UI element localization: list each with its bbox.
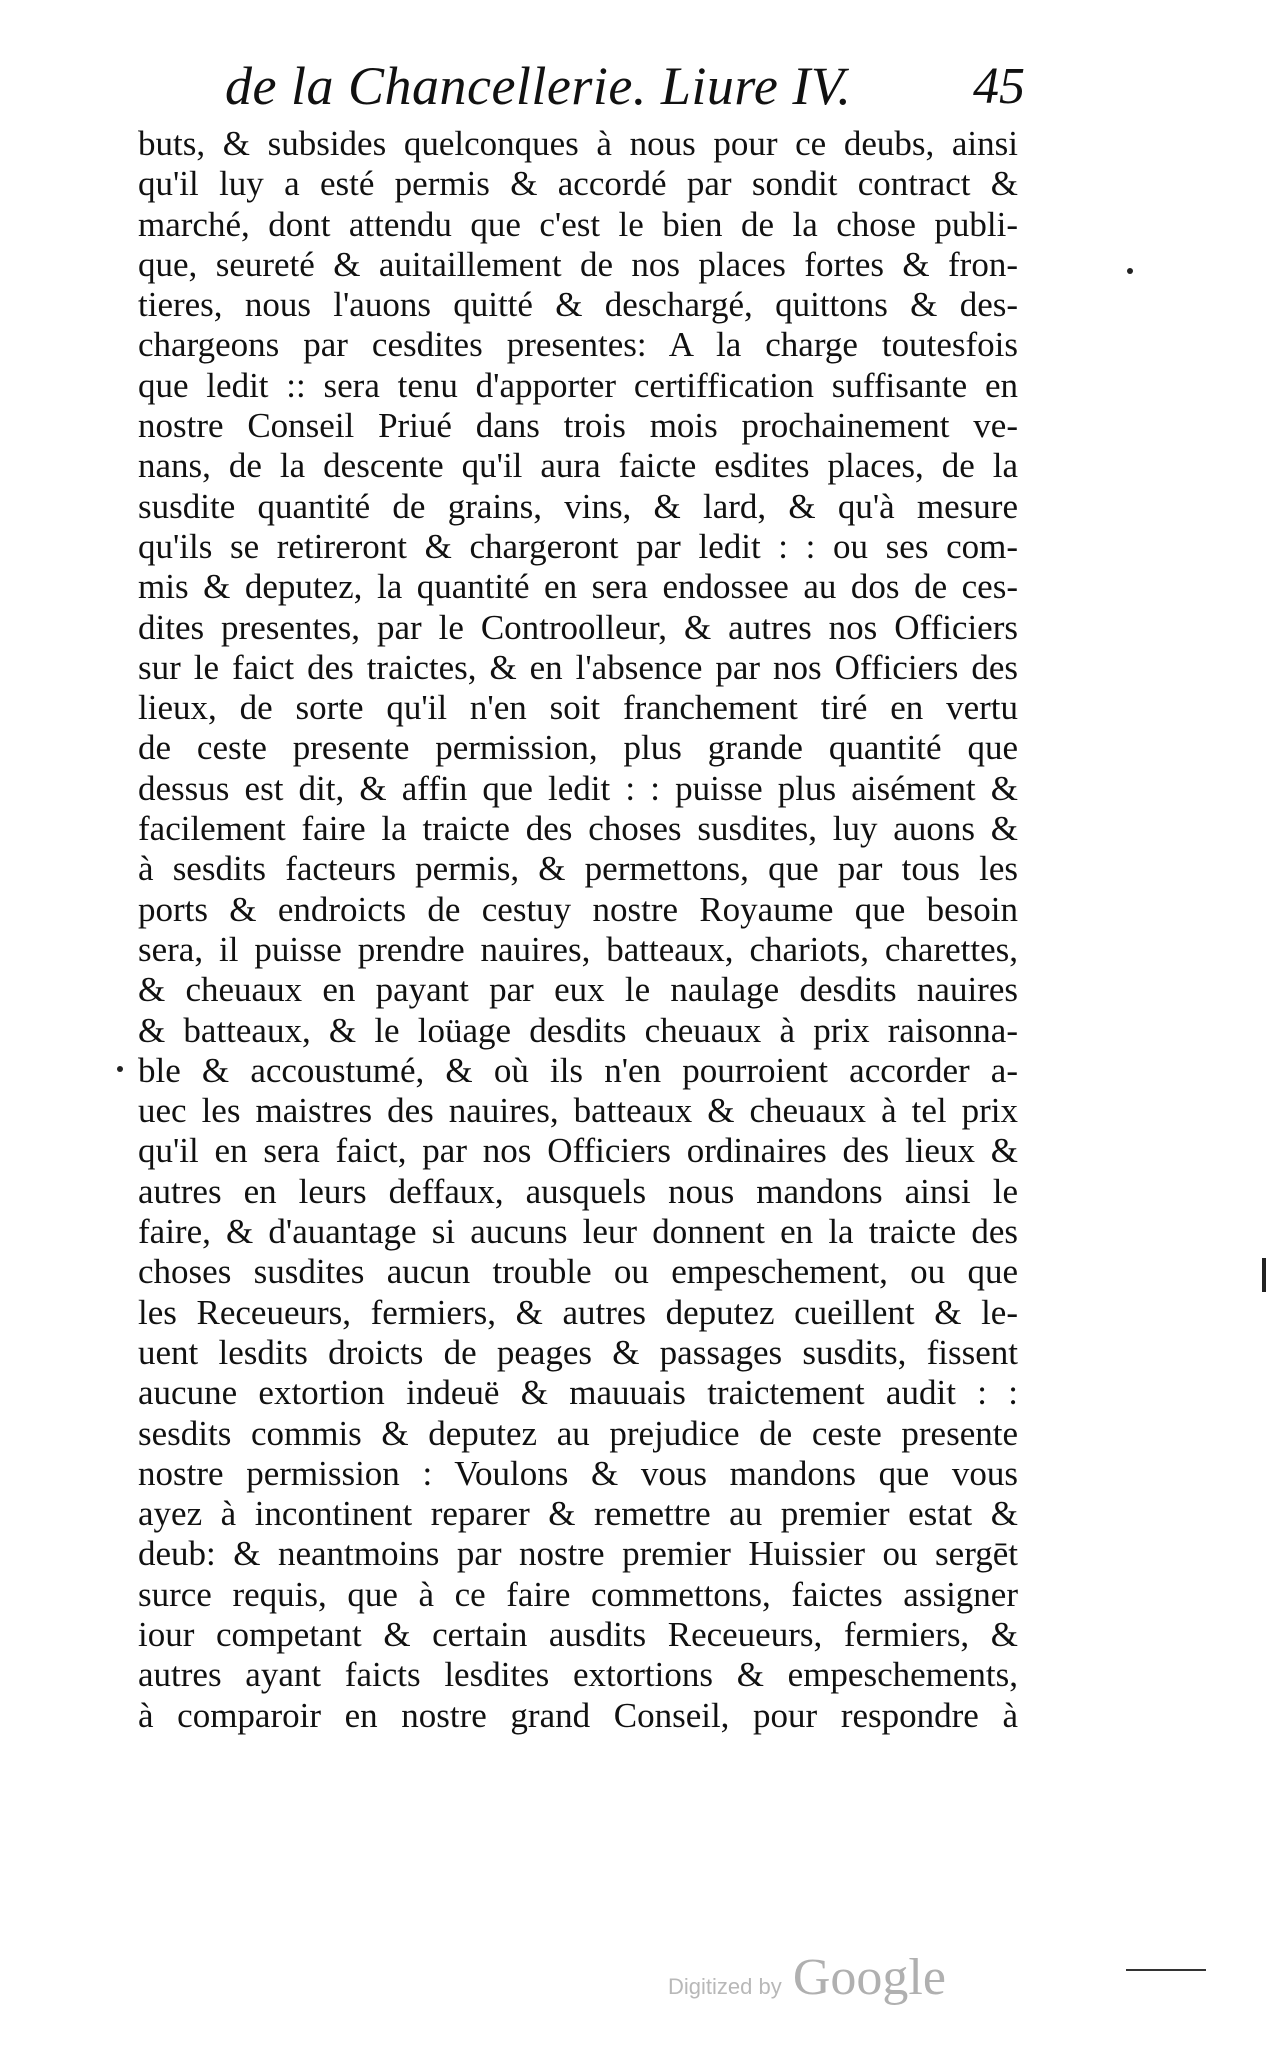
text-line: sera, il puisse prendre nauires, batteaux, chariots, charettes,	[138, 929, 1018, 969]
text-line: surce requis, que à ce faire commettons, faictes assigner	[138, 1574, 1018, 1614]
text-line: qu'il luy a esté permis & accordé par sondit contract &	[138, 164, 1018, 204]
text-line: ayez à incontinent reparer & remettre au premier estat &	[138, 1494, 1018, 1534]
text-line: uec les maistres des nauires, batteaux & cheuaux à tel prix	[138, 1091, 1018, 1131]
text-line: mis & deputez, la quantité en sera endossee au dos de ces-	[138, 567, 1018, 607]
text-line: que ledit :: sera tenu d'apporter certiffication suffisante en	[138, 365, 1018, 405]
text-line: autres en leurs deffaux, ausquels nous mandons ainsi le	[138, 1171, 1018, 1211]
text-line: buts, & subsides quelconques à nous pour ce deubs, ainsi	[138, 124, 1018, 163]
text-line: de ceste presente permission, plus grande quantité que	[138, 728, 1018, 768]
text-line: facilement faire la traicte des choses susdites, luy auons &	[138, 809, 1018, 849]
text-line: sesdits commis & deputez au prejudice de ceste presente	[138, 1413, 1018, 1453]
text-line: qu'ils se retireront & chargeront par ledit : : ou ses com-	[138, 526, 1018, 566]
text-line: deub: & neantmoins par nostre premier Huissier ou sergēt	[138, 1534, 1018, 1574]
running-head: de la Chancellerie. Liure IV.	[225, 56, 852, 116]
text-line: susdite quantité de grains, vins, & lard, & qu'à mesure	[138, 486, 1018, 526]
corner-rule	[1126, 1969, 1206, 1971]
digitization-watermark	[668, 1948, 946, 2008]
watermark-brand-logo: Google	[792, 1949, 946, 2006]
text-line: lieux, de sorte qu'il n'en soit franchement tiré en vertu	[138, 688, 1018, 728]
text-line: uent lesdits droicts de peages & passages susdits, fissent	[138, 1332, 1018, 1372]
text-line: à sesdits facteurs permis, & permettons, que par tous les	[138, 849, 1018, 889]
text-line: autres ayant faicts lesdites extortions & empeschements,	[138, 1655, 1018, 1695]
margin-speck	[117, 1066, 123, 1072]
text-line: nostre permission : Voulons & vous mandons que vous	[138, 1453, 1018, 1493]
text-line: qu'il en sera faict, par nos Officiers ordinaires des lieux &	[138, 1131, 1018, 1171]
text-line: à comparoir en nostre grand Conseil, pour respondre à	[138, 1695, 1018, 1735]
text-line: dessus est dit, & affin que ledit : : puisse plus aisément &	[138, 768, 1018, 808]
text-line: les Receueurs, fermiers, & autres deputez cueillent & le-	[138, 1292, 1018, 1332]
page-edge-mark	[1262, 1258, 1266, 1292]
watermark-prefix: Digitized by	[668, 1974, 782, 1999]
page-number: 45	[973, 58, 1025, 115]
text-line: dites presentes, par le Controolleur, & autres nos Officiers	[138, 607, 1018, 647]
text-line: que, seureté & auitaillement de nos places fortes & fron-	[138, 244, 1018, 284]
text-line: & batteaux, & le loüage desdits cheuaux à prix raisonna-	[138, 1010, 1018, 1050]
text-line: nans, de la descente qu'il aura faicte esdites places, de la	[138, 446, 1018, 486]
text-line: & cheuaux en payant par eux le naulage desdits nauires	[138, 970, 1018, 1010]
page-header	[225, 55, 1025, 125]
text-line: faire, & d'auantage si aucuns leur donnent en la traicte des	[138, 1212, 1018, 1252]
text-line: choses susdites aucun trouble ou empeschement, ou que	[138, 1252, 1018, 1292]
text-line: nostre Conseil Priué dans trois mois prochainement ve-	[138, 406, 1018, 446]
text-line: ble & accoustumé, & où ils n'en pourroient accorder a-	[138, 1050, 1018, 1090]
text-line: ports & endroicts de cestuy nostre Royaume que besoin	[138, 889, 1018, 929]
body-text	[138, 124, 1018, 1736]
margin-speck	[1127, 268, 1133, 274]
text-line: marché, dont attendu que c'est le bien de la chose publi-	[138, 204, 1018, 244]
text-line: chargeons par cesdites presentes: A la charge toutesfois	[138, 325, 1018, 365]
text-line: sur le faict des traictes, & en l'absence par nos Officiers des	[138, 647, 1018, 687]
text-line: aucune extortion indeuë & mauuais traictement audit : :	[138, 1373, 1018, 1413]
text-line: iour competant & certain ausdits Receueurs, fermiers, &	[138, 1614, 1018, 1654]
text-line: tieres, nous l'auons quitté & deschargé, quittons & des-	[138, 285, 1018, 325]
